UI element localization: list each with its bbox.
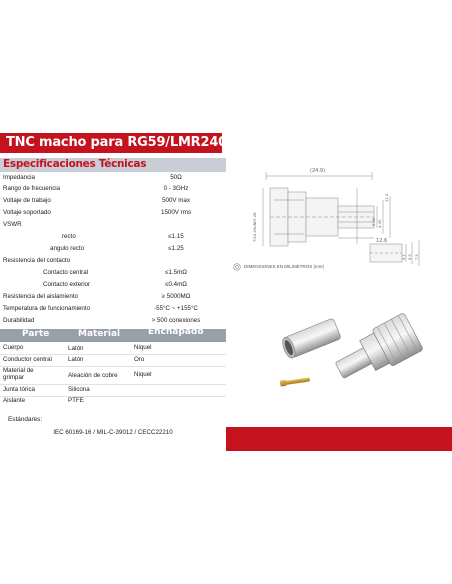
part-cell: Conductor central [3, 356, 52, 363]
spec-label: Contacto central [43, 269, 89, 276]
plating-cell: Oro [134, 356, 145, 363]
spec-value: > 500 conexiones [151, 317, 201, 324]
material-cell: PTFE [68, 397, 84, 404]
spec-label: VSWR [3, 221, 22, 228]
dim-r1-label: 5.40 [371, 217, 376, 226]
spec-value: -55°C ~ +155°C [154, 305, 198, 312]
specs-header [0, 158, 226, 172]
part-cell: Junta tórica [3, 386, 35, 393]
materials-header [0, 329, 226, 342]
spec-label: Durabilidad [3, 317, 35, 324]
table-row [0, 356, 226, 366]
spec-value: 500V max [162, 197, 190, 204]
spec-row [0, 173, 226, 184]
spec-label: Voltaje de trabajo [3, 197, 51, 204]
spec-row [0, 304, 226, 315]
table-row [0, 386, 226, 396]
spec-row [0, 316, 226, 327]
standards-value: IEC 60169-16 / MIL-C-39012 / CECC22210 [53, 429, 173, 436]
spec-row [0, 256, 226, 267]
spec-value: ≤1.25 [168, 245, 184, 252]
divider [0, 384, 226, 385]
spec-row [0, 208, 226, 219]
spec-value: 50Ω [170, 174, 182, 181]
spec-label: Voltaje soportado [3, 209, 51, 216]
dim-r5-label: 6.5 [408, 254, 412, 260]
col-header-material: Material [78, 329, 121, 339]
part-cell: Cuerpo [3, 344, 24, 351]
spec-label: Contacto exterior [43, 281, 91, 288]
dim-thread-label: 7/16-28UNEF-2B [253, 212, 257, 242]
spec-row [0, 292, 226, 303]
part-cell: Material de grimpar [3, 367, 34, 381]
part-cell: Aislante [3, 397, 26, 404]
standards-label: Estándares: [8, 416, 43, 423]
material-cell: Silicona [68, 386, 90, 393]
spec-value: ≤1.15 [168, 233, 184, 240]
plating-cell: Niquel [134, 344, 152, 351]
col-header-plating: Enchapado [148, 327, 204, 337]
title-bar [0, 133, 228, 153]
spec-row [0, 196, 226, 207]
product-photo [276, 290, 436, 410]
plating-cell: Niquel [134, 371, 152, 378]
material-cell: Aleación de cobre [68, 372, 118, 379]
spec-label: Resistencia del contacto [3, 257, 71, 264]
material-cell: Latón [68, 345, 84, 352]
spec-value: 1500V rms [161, 209, 191, 216]
projection-symbol-icon [233, 263, 241, 271]
specs-header-label: Especificaciones Técnicas [3, 158, 147, 170]
spec-row [0, 220, 226, 231]
spec-row [0, 280, 226, 291]
product-title: TNC macho para RG59/LMR240 [6, 135, 228, 150]
spec-label: Resistencia del aislamiento [3, 293, 78, 300]
spec-value: ≤0.4mΩ [165, 281, 187, 288]
spec-label: Impedancia [3, 174, 35, 181]
dimensions-note: DIMENSIONES EN MILIMETROS (mm) [244, 264, 325, 269]
dim-r6-label: 7.5 [415, 254, 419, 260]
spec-label: angulo recto [50, 245, 85, 252]
table-row [0, 344, 226, 354]
col-header-part: Parte [22, 329, 50, 339]
dim-top-label: (24.9) [310, 168, 326, 174]
spec-label: Temperatura de funcionamiento [3, 305, 91, 312]
material-cell: Latón [68, 356, 84, 363]
spec-row [0, 268, 226, 279]
technical-drawing [244, 158, 444, 273]
spec-label: Rango de frecuencia [3, 185, 61, 192]
spec-value: ≥ 5000MΩ [161, 293, 191, 300]
dim-r4-label: 6.2 [402, 254, 406, 260]
spec-label: recto [62, 233, 76, 240]
spec-row [0, 184, 226, 195]
table-row [0, 367, 226, 383]
dim-r3-label: 11.2 [384, 193, 389, 202]
spec-value: 0 - 3GHz [163, 185, 189, 192]
spec-value: ≤1.5mΩ [165, 269, 187, 276]
dim-bottom-label: 12.6 [376, 238, 388, 244]
spec-row [0, 232, 226, 243]
red-footer-block [226, 427, 452, 451]
spec-row [0, 244, 226, 255]
table-row [0, 397, 226, 407]
dim-r2-label: 4.45 [377, 219, 382, 228]
divider [0, 354, 226, 355]
